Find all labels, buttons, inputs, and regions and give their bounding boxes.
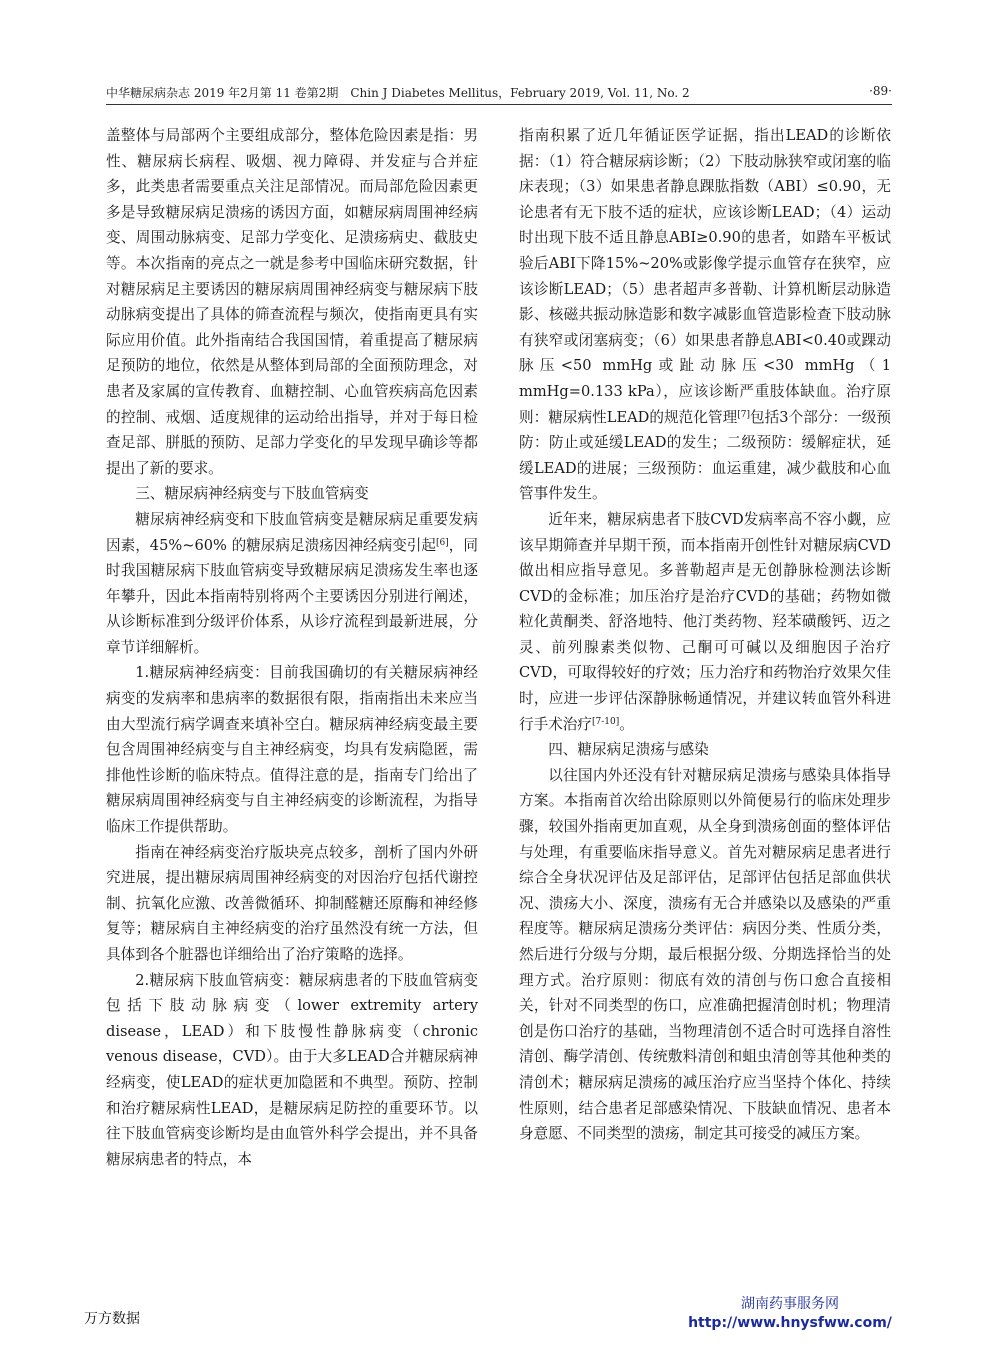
journal-citation: 中华糖尿病杂志 2019 年2月第 11 卷第2期 Chin J Diabetes Mellitus，February 2019, Vol. 11, No. 2	[106, 86, 690, 100]
watermark-url[interactable]: http://www.hnysfww.com/	[688, 1315, 892, 1331]
right-column	[519, 123, 891, 1147]
watermark-name: 湖南药事服务网	[741, 1296, 839, 1312]
database-label: 万方数据	[84, 1311, 140, 1327]
left-column	[106, 123, 478, 1172]
paragraph: 近年来，糖尿病患者下肢CVD发病率高不容小觑，应该早期筛查并早期干预，而本指南开创性针对糖尿病CVD做出相应指导意见。多普勒超声是无创静脉检测法诊断CVD的金标准；加压治疗是治疗CVD的基础；药物如微粒化黄酮类、舒洛地特、他汀类药物、羟苯磺酸钙、迈之灵、前列腺素类似物、己酮可可碱以及细胞因子治疗CVD，可取得较好的疗效；压力治疗和药物治疗效果欠佳时，应进一步评估深静脉畅通情况，并建议转血管外科进行手术治疗[7-10]。	[519, 510, 891, 733]
section-heading: 三、糖尿病神经病变与下肢血管病变	[135, 485, 369, 503]
paragraph: 1.糖尿病神经病变：目前我国确切的有关糖尿病神经病变的发病率和患病率的数据很有限，指南指出未来应当由大型流行病学调查来填补空白。糖尿病神经病变最主要包含周围神经病变与自主神经病变，均具有发病隐匿，需排他性诊断的临床特点。值得注意的是，指南专门给出了糖尿病周围神经病变与自主神经病变的诊断流程，为指导临床工作提供帮助。	[106, 664, 478, 836]
paragraph: 指南积累了近几年循证医学证据，指出LEAD的诊断依据：（1）符合糖尿病诊断；（2）下肢动脉狭窄或闭塞的临床表现；（3）如果患者静息踝肱指数（ABI）≤0.90，无论患者有无下肢不适的症状，应该诊断LEAD；（4）运动时出现下肢不适且静息ABI≥0.90的患者，如踏车平板试验后ABI下降15%~20%或影像学提示血管存在狭窄，应该诊断LEAD；（5）患者超声多普勒、计算机断层动脉造影、核磁共振动脉造影和数字减影血管造影检查下肢动脉有狭窄或闭塞病变；（6）如果患者静息ABI<0.40或踝动脉压<50 mmHg或趾动脉压<30 mmHg（1 mmHg=0.133 kPa），应该诊断严重肢体缺血。治疗原则：糖尿病性LEAD的规范化管理[7]包括3个部分：一级预防：防止或延缓LEAD的发生；二级预防：缓解症状，延缓LEAD的进展；三级预防：血运重建，减少截肢和心血管事件发生。	[519, 127, 891, 503]
watermark	[640, 1295, 940, 1333]
running-header	[106, 84, 892, 104]
citation-ref[interactable]: [6]	[436, 537, 449, 548]
page-number: ·89·	[869, 84, 892, 98]
paragraph: 糖尿病神经病变和下肢血管病变是糖尿病足重要发病因素，45%~60% 的糖尿病足溃疡因神经病变引起[6]，同时我国糖尿病下肢血管病变导致糖尿病足溃疡发生率也逐年攀升，因此本指南特别将两个主要诱因分别进行阐述，从诊断标准到分级评价体系，从诊疗流程到最新进展，分章节详细解析。	[106, 510, 478, 656]
section-heading: 四、糖尿病足溃疡与感染	[548, 741, 709, 759]
paragraph: 2.糖尿病下肢血管病变：糖尿病患者的下肢血管病变包括下肢动脉病变（lower extremity artery disease，LEAD）和下肢慢性静脉病变（chronic venous disease，CVD）。由于大多LEAD合并糖尿病神经病变，使LEAD的症状更加隐匿和不典型。预防、控制和治疗糖尿病性LEAD，是糖尿病足防控的重要环节。以往下肢血管病变诊断均是由血管外科学会提出，并不具备糖尿病患者的特点，本	[106, 971, 478, 1168]
paragraph: 指南在神经病变治疗版块亮点较多，剖析了国内外研究进展，提出糖尿病周围神经病变的对因治疗包括代谢控制、抗氧化应激、改善微循环、抑制醛糖还原酶和神经修复等；糖尿病自主神经病变的治疗虽然没有统一方法，但具体到各个脏器也详细给出了治疗策略的选择。	[106, 843, 478, 963]
header-rule	[106, 104, 892, 105]
paragraph: 以往国内外还没有针对糖尿病足溃疡与感染具体指导方案。本指南首次给出除原则以外简便易行的临床处理步骤，较国外指南更加直观，从全身到溃疡创面的整体评估与处理，有重要临床指导意义。首先对糖尿病足患者进行综合全身状况评估及足部评估，足部评估包括足部血供状况、溃疡大小、深度，溃疡有无合并感染以及感染的严重程度等。糖尿病足溃疡分类评估：病因分类、性质分类，然后进行分级与分期，最后根据分级、分期选择恰当的处理方式。治疗原则：彻底有效的清创与伤口愈合直接相关，针对不同类型的伤口，应准确把握清创时机；物理清创是伤口治疗的基础，当物理清创不适合时可选择自溶性清创、酶学清创、传统敷料清创和蛆虫清创等其他种类的清创术；糖尿病足溃疡的减压治疗应当坚持个体化、持续性原则，结合患者足部感染情况、下肢缺血情况、患者本身意愿、不同类型的溃疡，制定其可接受的减压方案。	[519, 766, 891, 1143]
citation-ref[interactable]: [7-10]	[591, 716, 620, 727]
citation-ref[interactable]: [7]	[737, 409, 750, 420]
paragraph: 盖整体与局部两个主要组成部分，整体危险因素是指：男性、糖尿病长病程、吸烟、视力障碍、并发症与合并症多，此类患者需要重点关注足部情况。而局部危险因素更多是导致糖尿病足溃疡的诱因方面，如糖尿病周围神经病变、周围动脉病变、足部力学变化、足溃疡病史、截肢史等。本次指南的亮点之一就是参考中国临床研究数据，针对糖尿病足主要诱因的糖尿病周围神经病变与糖尿病下肢动脉病变提出了具体的筛查流程与频次，使指南更具有实际应用价值。此外指南结合我国国情，着重提高了糖尿病足预防的地位，依然是从整体到局部的全面预防理念，对患者及家属的宣传教育、血糖控制、心血管疾病高危因素的控制、戒烟、适度规律的运动给出指导，并对于每日检查足部、胼胝的预防、足部力学变化的早发现早确诊等都提出了新的要求。	[106, 127, 478, 477]
